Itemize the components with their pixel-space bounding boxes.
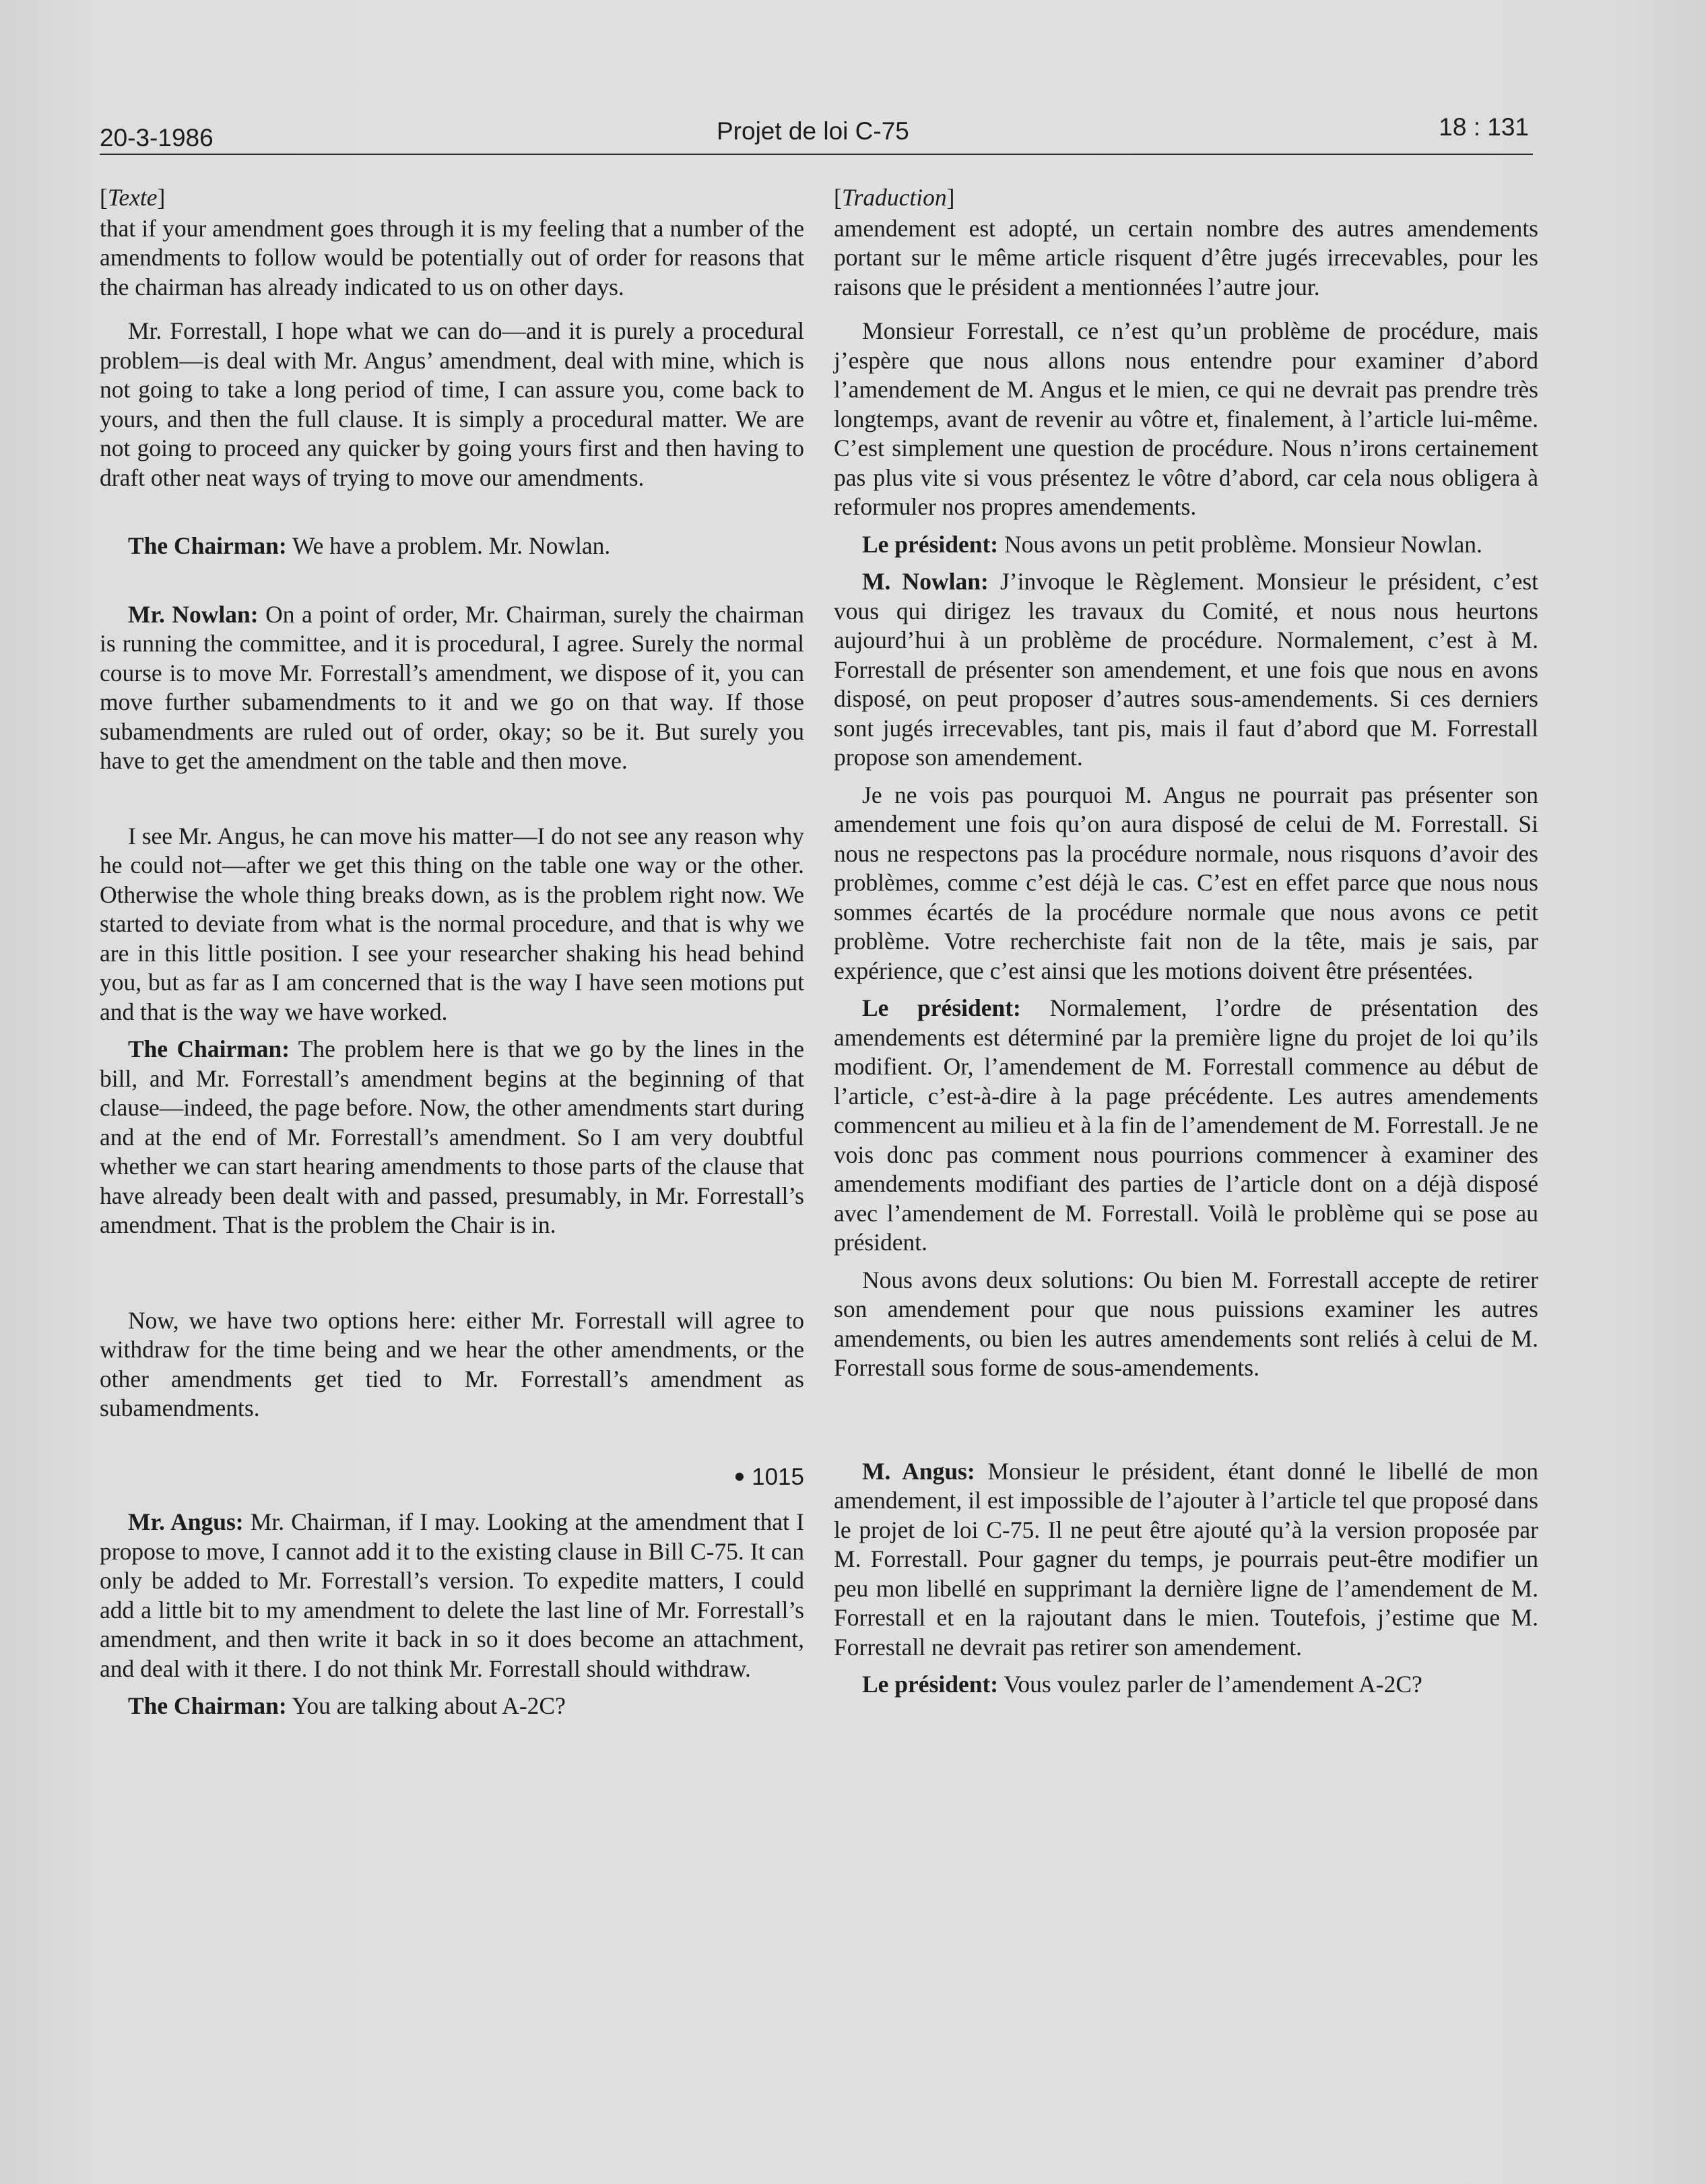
column-label-texte: [Texte] (100, 184, 166, 211)
paragraph: Mr. Angus: Mr. Chairman, if I may. Looking at the amendment that I propose to move, I cannot add it to the existing clause in Bill C-75. It can only be added to Mr. Forrestall’s version. To expedite matters, I could add a little bit to my amendment to delete the last line of Mr. Forrestall’s amendment, and then write it back in so it does become an attachment, and deal with it there. I do not think Mr. Forrestall should withdraw. (100, 1508, 804, 1682)
paragraph: I see Mr. Angus, he can move his matter—I do not see any reason why he could not—after we get this thing on the table one way or the other. Otherwise the whole thing breaks down, as is the problem right now. We started to deviate from what is the normal procedure, and that is why we are in this little position. I see your researcher shaking his head behind you, but as far as I am concerned that is the way I have seen motions put and that is the way we have worked. (100, 822, 804, 1025)
paragraph: amendement est adopté, un certain nombre des autres amendements portant sur le même article risquent d’être jugés irrecevables, pour les raisons que le président a mentionnées l’autre jour. (834, 214, 1538, 300)
left-column (100, 183, 804, 1721)
paragraph: The Chairman: You are talking about A-2C? (128, 1692, 566, 1719)
paragraph: The Chairman: The problem here is that we go by the lines in the bill, and Mr. Forrestall’s amendment begins at the beginning of that clause—indeed, the page before. Now, the other amendments start during and at the end of Mr. Forrestall’s amendment. So I am very doubtful whether we can start hearing amendments to those parts of the clause that have already been dealt with and passed, presumably, in Mr. Forrestall’s amendment. That is the problem the Chair is in. (100, 1035, 804, 1238)
paragraph: Je ne vois pas pourquoi M. Angus ne pourrait pas présenter son amendement une fois qu’on aura disposé de celui de M. Forrestall. Si nous ne respectons pas la procédure normale, nous risquons d’avoir des problèmes, comme c’est déjà le cas. C’est en effet parce que nous nous sommes écartés de la procédure normale que nous avons ce petit problème. Votre recherchiste fait non de la tête, mais je sais, par expérience, que c’est ainsi que les motions doivent être présentées. (834, 781, 1538, 984)
paragraph: M. Angus: Monsieur le président, étant donné le libellé de mon amendement, il est impossible de l’ajouter à l’article tel que proposé dans le projet de loi C-75. Il ne peut être ajouté qu’à la version proposée par M. Forrestall. Pour gagner du temps, je pourrais peut-être modifier un peu mon libellé en supprimant la dernière ligne de l’amendement de M. Forrestall et en la rajoutant dans le mien. Toutefois, j’estime que M. Forrestall ne devrait pas retirer son amendement. (834, 1457, 1538, 1661)
paragraph: Le président: Normalement, l’ordre de présentation des amendements est déterminé par la première ligne du projet de loi qu’ils modifient. Or, l’amendement de M. Forrestall commence au début de l’article, c’est-à-dire à la page précédente. Les autres amendements commencent au milieu et à la fin de l’amendement de M. Forrestall. Je ne vois donc pas comment nous pourrions commencer à examiner des amendements modifiant des parties de l’article dont on a déjà disposé avec l’amendement de M. Forrestall. Voilà le problème qui se pose au président. (834, 994, 1539, 1256)
column-label-traduction: [Traduction] (834, 184, 955, 211)
right-column (834, 183, 1538, 1700)
paragraph: The Chairman: We have a problem. Mr. Nowlan. (128, 532, 611, 559)
header-page-number: 18 : 131 (1439, 113, 1529, 141)
page-header (100, 113, 1533, 155)
header-date: 20-3-1986 (100, 124, 214, 152)
paragraph: Le président: Vous voulez parler de l’amendement A-2C? (862, 1671, 1422, 1698)
paragraph: Mr. Nowlan: On a point of order, Mr. Chairman, surely the chairman is running the committee, and it is procedural, I agree. Surely the normal course is to move Mr. Forrestall’s amendment, we dispose of it, you can move further subamendments to it and we go on that way. If those subamendments are ruled out of order, okay; so be it. But surely you have to get the amendment on the table and then move. (100, 600, 804, 774)
paragraph: M. Nowlan: J’invoque le Règlement. Monsieur le président, c’est vous qui dirigez les travaux du Comité, et nous nous heurtons aujourd’hui à un problème de procédure. Normalement, c’est à M. Forrestall de présenter son amendement, et une fois que nous en avons disposé, on peut proposer d’autres sous-amendements. Si ces derniers sont jugés irrecevables, tant pis, mais il faut d’abord que M. Forrestall propose son amendement. (834, 568, 1539, 771)
paragraph: Mr. Forrestall, I hope what we can do—and it is purely a procedural problem—is deal with Mr. Angus’ amendment, deal with mine, which is not going to take a long period of time, I can assure you, come back to yours, and then the full clause. It is simply a procedural matter. We are not going to proceed any quicker by going yours first and then having to draft other neat ways of trying to move our amendments. (100, 317, 804, 491)
header-title: Projet de loi C-75 (717, 117, 909, 145)
paragraph: Monsieur Forrestall, ce n’est qu’un problème de procédure, mais j’espère que nous allons nous entendre pour examiner d’abord l’amendement de M. Angus et le mien, ce qui ne devrait pas prendre très longtemps, avant de revenir au vôtre et, finalement, à l’article lui-même. C’est simplement une question de procédure. Nous n’irons certainement pas plus vite si vous présentez le vôtre d’abord, car cela nous obligera à reformuler nos propres amendements. (834, 317, 1538, 520)
paragraph: Le président: Nous avons un petit problème. Monsieur Nowlan. (862, 530, 1482, 558)
paragraph: that if your amendment goes through it is my feeling that a number of the amendments to follow would be potentially out of order for reasons that the chairman has already indicated to us on other days. (100, 214, 804, 300)
paragraph: Now, we have two options here: either Mr. Forrestall will agree to withdraw for the time being and we hear the other amendments, or the other amendments get tied to Mr. Forrestall’s amendment as subamendments. (100, 1306, 804, 1421)
time-marker: ● 1015 (733, 1463, 804, 1490)
paragraph: Nous avons deux solutions: Ou bien M. Forrestall accepte de retirer son amendement pour que nous puissions examiner les autres amendements, ou bien les autres amendements sont reliés à celui de M. Forrestall sous forme de sous-amendements. (834, 1266, 1538, 1381)
